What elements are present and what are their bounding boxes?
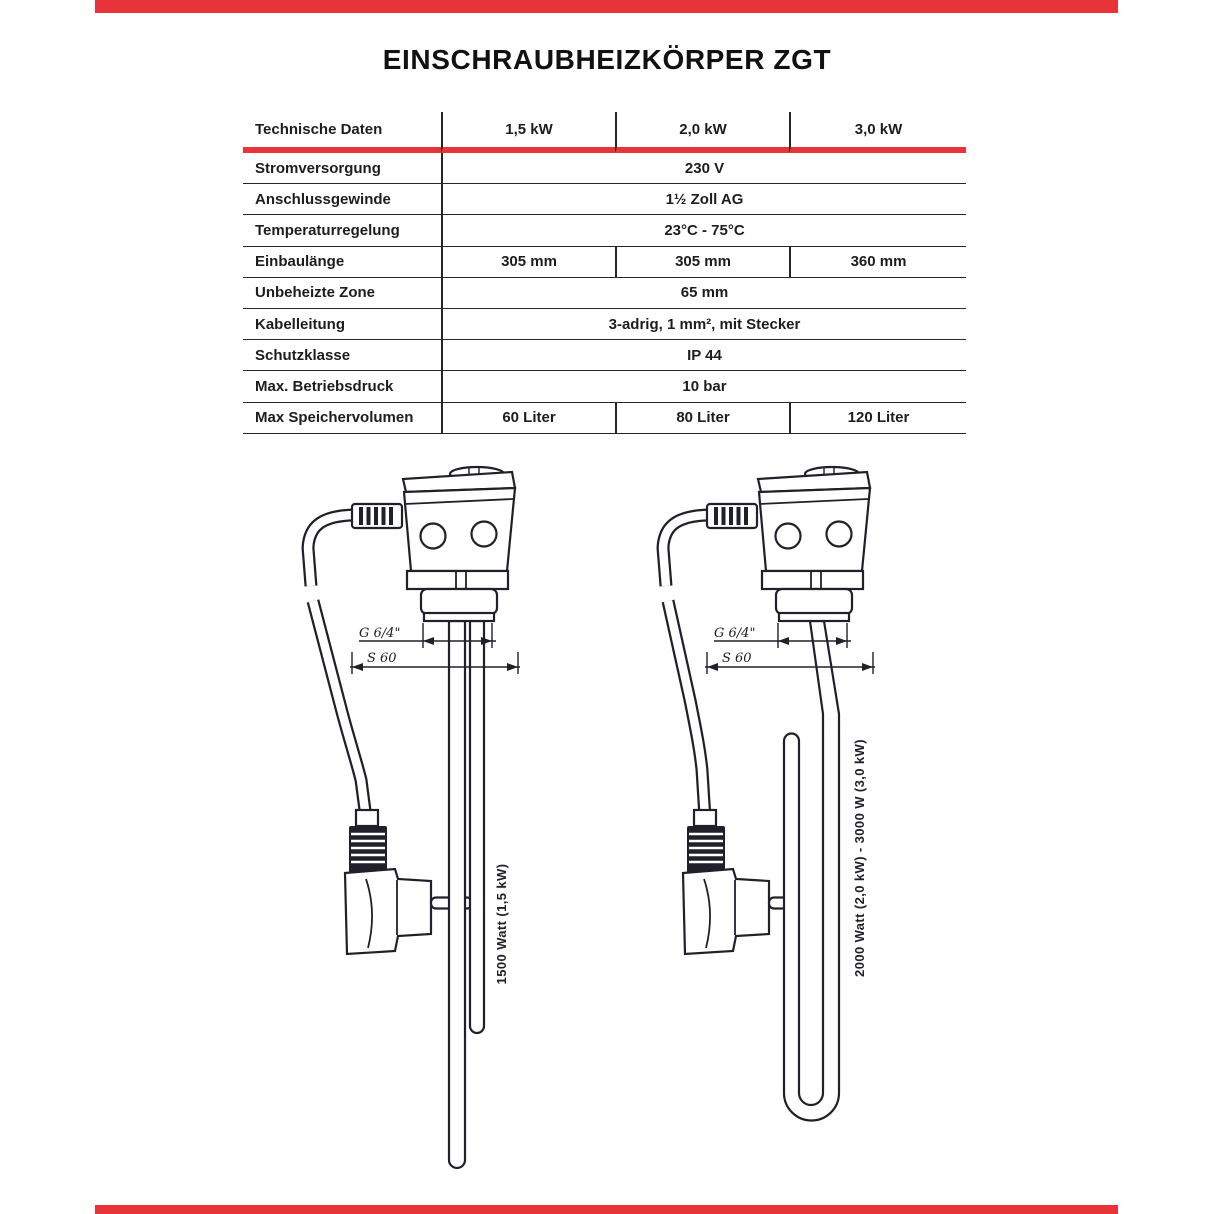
thread-size-label: G 6/4": [714, 626, 756, 641]
wrench-size-label: S 60: [722, 651, 752, 666]
column-header-3-0kw: 3,0 kW: [789, 112, 966, 153]
column-header-1-5kw: 1,5 kW: [441, 112, 615, 153]
top-red-bar: [95, 0, 1118, 13]
wrench-size-label: S 60: [367, 651, 397, 666]
row-label-betriebsdruck: Max. Betriebsdruck: [243, 371, 441, 402]
table-header-label: Technische Daten: [243, 112, 441, 153]
schuko-plug-icon: [683, 810, 769, 954]
technical-drawing-1-5kw: [280, 450, 625, 1195]
cell-einbaulaenge-3: 360 mm: [789, 247, 966, 278]
cell-einbaulaenge-2: 305 mm: [615, 247, 789, 278]
row-label-stromversorgung: Stromversorgung: [243, 153, 441, 184]
cell-anschlussgewinde: 1½ Zoll AG: [441, 184, 966, 215]
row-label-kabelleitung: Kabelleitung: [243, 309, 441, 340]
schuko-plug-icon: [345, 810, 431, 954]
technical-drawing-2-3kw: [625, 450, 980, 1195]
power-rating-label: 2000 Watt (2,0 kW) - 3000 W (3,0 kW): [852, 739, 867, 977]
row-label-speichervolumen: Max Speichervolumen: [243, 403, 441, 434]
row-label-einbaulaenge: Einbaulänge: [243, 247, 441, 278]
bottom-red-bar: [95, 1205, 1118, 1214]
cell-betriebsdruck: 10 bar: [441, 371, 966, 402]
cell-speichervolumen-2: 80 Liter: [615, 403, 789, 434]
cell-speichervolumen-1: 60 Liter: [441, 403, 615, 434]
cell-einbaulaenge-1: 305 mm: [441, 247, 615, 278]
row-label-temperaturregelung: Temperaturregelung: [243, 215, 441, 246]
cell-kabelleitung: 3-adrig, 1 mm², mit Stecker: [441, 309, 966, 340]
cell-temperaturregelung: 23°C - 75°C: [441, 215, 966, 246]
thread-size-label: G 6/4": [359, 626, 401, 641]
technical-data-table: [243, 112, 966, 434]
heating-rod: [449, 621, 484, 1168]
page-title: EINSCHRAUBHEIZKÖRPER ZGT: [382, 44, 832, 75]
row-label-anschlussgewinde: Anschlussgewinde: [243, 184, 441, 215]
cell-stromversorgung: 230 V: [441, 153, 966, 184]
column-header-2-0kw: 2,0 kW: [615, 112, 789, 153]
heating-hairpin-tube: [784, 621, 839, 1121]
heater-head-icon: [352, 467, 515, 621]
row-label-unbeheizte-zone: Unbeheizte Zone: [243, 278, 441, 309]
cell-unbeheizte-zone: 65 mm: [441, 278, 966, 309]
heater-head-icon: [707, 467, 870, 621]
power-cable: [663, 515, 708, 818]
row-label-schutzklasse: Schutzklasse: [243, 340, 441, 371]
cell-schutzklasse: IP 44: [441, 340, 966, 371]
power-rating-label: 1500 Watt (1,5 kW): [494, 863, 509, 985]
cell-speichervolumen-3: 120 Liter: [789, 403, 966, 434]
